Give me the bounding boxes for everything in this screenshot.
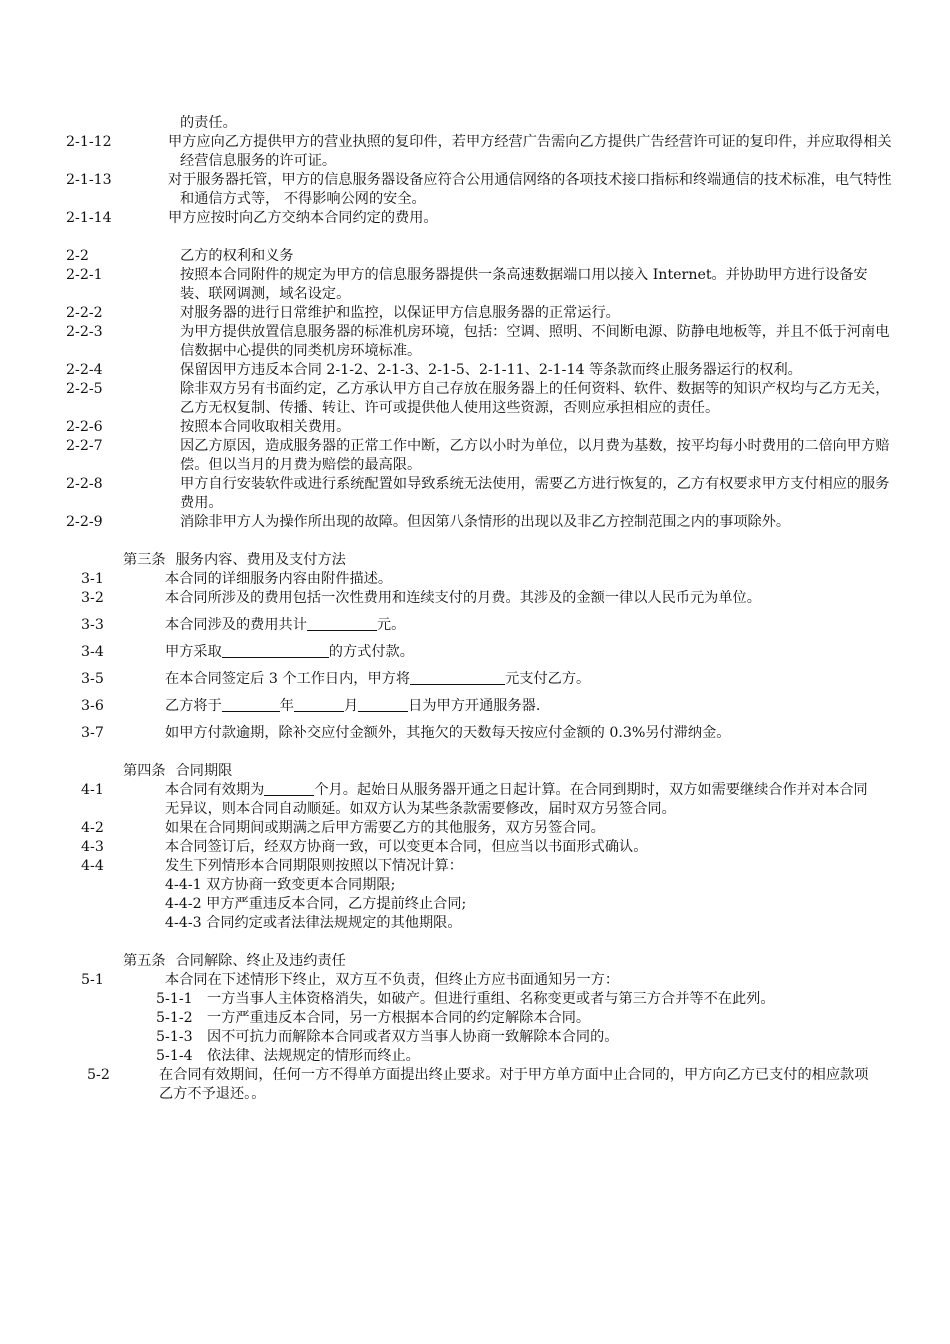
clause-text: 对服务器的进行日常维护和监控，以保证甲方信息服务器的正常运行。 <box>180 305 620 321</box>
clause-text: 如甲方付款逾期，除补交应付金额外，其拖欠的天数每天按应付金额的 0.3%另付滞纳金。 <box>165 725 731 741</box>
clause-5-1 <box>81 971 877 990</box>
clause-text: 甲方自行安装软件或进行系统配置如导致系统无法使用，需要乙方进行恢复的，乙方有权要求甲方支付相应的服务费用。 <box>180 476 890 511</box>
clause-number: 4-2 <box>81 820 104 836</box>
clause-text: 按照本合同附件的规定为甲方的信息服务器提供一条高速数据端口用以接入 Internet。并协助甲方进行设备安装、联网调测，域名设定。 <box>180 267 868 302</box>
clause-4-4-2: 4-4-2 甲方严重违反本合同，乙方提前终止合同; <box>165 896 467 912</box>
clause-number: 2-2-5 <box>66 381 103 397</box>
clause-number: 3-3 <box>81 617 104 633</box>
amount-blank[interactable] <box>307 616 377 631</box>
payment-method-blank[interactable] <box>222 643 329 658</box>
clause-text: 除非双方另有书面约定，乙方承认甲方自己存放在服务器上的任何资料、软件、数据等的知识产权均与乙方无关，乙方无权复制、传播、转让、许可或提供他人使用这些资源，否则应承担相应的责任。 <box>180 381 890 416</box>
clause-text: 乙方将于 年 月 日为甲方开通服务器. <box>165 698 541 714</box>
clause-text: 因不可抗力而解除本合同或者双方当事人协商一致解除本合同的。 <box>207 1029 619 1045</box>
clause-number: 3-1 <box>81 571 104 587</box>
clause-4-2 <box>81 819 877 838</box>
clause-2-2-5 <box>66 380 892 418</box>
clause-number: 2-2-1 <box>66 267 103 283</box>
clause-number: 5-1-4 <box>156 1048 193 1064</box>
year-blank[interactable] <box>222 697 280 712</box>
clause-3-2 <box>81 589 877 608</box>
clause-number: 2-2-2 <box>66 305 103 321</box>
payment-amount-blank[interactable] <box>410 670 505 685</box>
clause-text: 本合同所涉及的费用包括一次性费用和连续支付的月费。其涉及的金额一律以人民币元为单位。 <box>165 590 761 606</box>
clause-number: 4-4 <box>81 858 104 874</box>
clause-2-2-3 <box>66 323 892 361</box>
clause-3-7 <box>81 724 877 743</box>
article-number: 第三条 <box>123 552 166 568</box>
clause-number: 5-1 <box>81 972 104 988</box>
clause-3-5 <box>81 670 877 689</box>
clause-number: 3-4 <box>81 644 104 660</box>
clause-text: 依法律、法规规定的情形而终止。 <box>207 1048 420 1064</box>
clause-text: 甲方应向乙方提供甲方的营业执照的复印件，若甲方经营广告需向乙方提供广告经营许可证的复印件，并应取得相关经营信息服务的许可证。 <box>168 134 892 169</box>
clause-5-1-3 <box>123 1028 919 1047</box>
clause-text: 本合同涉及的费用共计 元。 <box>165 617 406 633</box>
clause-2-1-12 <box>66 133 892 171</box>
clause-4-4-3: 4-4-3 合同约定或者法律法规规定的其他期限。 <box>165 915 462 931</box>
clause-text: 如果在合同期间或期满之后甲方需要乙方的其他服务，双方另签合同。 <box>165 820 605 836</box>
clause-3-3 <box>81 616 877 635</box>
clause-number: 3-5 <box>81 671 104 687</box>
clause-2-2-9 <box>66 513 892 532</box>
clause-number: 2-1-14 <box>66 210 112 226</box>
article-title: 服务内容、费用及支付方法 <box>175 552 346 568</box>
clause-number: 4-1 <box>81 782 104 798</box>
section-number: 2-2 <box>66 248 89 264</box>
clause-5-1-1 <box>123 990 919 1009</box>
clause-2-2-7 <box>66 437 892 475</box>
clause-2-1-14 <box>66 209 892 228</box>
clause-text: 一方当事人主体资格消失，如破产。但进行重组、名称变更或者与第三方合并等不在此列。 <box>207 991 775 1007</box>
article-title: 合同解除、终止及违约责任 <box>175 953 346 969</box>
clause-text: 本合同有效期为 个月。起始日从服务器开通之日起计算。在合同到期时，双方如需要继续合作并对本合同无异议，则本合同自动顺延。如双方认为某些条款需要修改，届时双方另签合同。 <box>165 782 868 817</box>
clause-number: 3-7 <box>81 725 104 741</box>
month-blank[interactable] <box>294 697 344 712</box>
clause-number: 3-6 <box>81 698 104 714</box>
clause-2-2-4 <box>66 361 892 380</box>
clause-number: 2-2-6 <box>66 419 103 435</box>
article-5-heading <box>123 952 950 971</box>
clause-2-1-13 <box>66 171 892 209</box>
article-number: 第五条 <box>123 953 166 969</box>
clause-text: 对于服务器托管，甲方的信息服务器设备应符合公用通信网络的各项技术接口指标和终端通信的技术标准，电气特性和通信方式等， 不得影响公网的安全。 <box>168 172 892 207</box>
clause-3-4 <box>81 643 877 662</box>
clause-text: 甲方采取 的方式付款。 <box>165 644 414 660</box>
clause-4-1 <box>81 781 877 819</box>
clause-text: 本合同在下述情形下终止，双方互不负责，但终止方应书面通知另一方： <box>165 972 620 988</box>
clause-number: 3-2 <box>81 590 104 606</box>
clause-text: 在合同有效期间，任何一方不得单方面提出终止要求。对于甲方单方面中止合同的，甲方向乙方已支付的相应款项乙方不予退还。。 <box>159 1067 869 1102</box>
clause-number: 2-1-13 <box>66 172 112 188</box>
clause-number: 5-1-2 <box>156 1010 193 1026</box>
clause-2-2-8 <box>66 475 892 513</box>
clause-4-3 <box>81 838 877 857</box>
clause-2-2-6 <box>66 418 892 437</box>
clause-number: 5-1-3 <box>156 1029 193 1045</box>
clause-text: 甲方应按时向乙方交纳本合同约定的费用。 <box>168 210 438 226</box>
clause-text: 一方严重违反本合同，另一方根据本合同的约定解除本合同。 <box>207 1010 591 1026</box>
clause-number: 2-2-3 <box>66 324 103 340</box>
day-blank[interactable] <box>358 697 408 712</box>
article-number: 第四条 <box>123 763 166 779</box>
clause-5-1-4 <box>123 1047 919 1066</box>
clause-4-4 <box>81 857 877 876</box>
article-3-heading <box>123 551 950 570</box>
clause-text: 按照本合同收取相关费用。 <box>180 419 351 435</box>
clause-3-1 <box>81 570 877 589</box>
clause-4-4-1: 4-4-1 双方协商一致变更本合同期限; <box>165 877 396 893</box>
clause-number: 5-2 <box>87 1067 110 1083</box>
article-title: 合同期限 <box>175 763 233 779</box>
clause-number: 4-3 <box>81 839 104 855</box>
clause-number: 2-2-7 <box>66 438 103 454</box>
clause-2-2-2 <box>66 304 892 323</box>
clause-5-2 <box>87 1066 871 1104</box>
clause-number: 2-1-12 <box>66 134 112 150</box>
clause-number: 2-2-8 <box>66 476 103 492</box>
clause-text: 本合同签订后，经双方协商一致，可以变更本合同，但应当以书面形式确认。 <box>165 839 648 855</box>
clause-number: 5-1-1 <box>156 991 193 1007</box>
section-2-2-heading <box>66 247 892 266</box>
clause-text: 发生下列情形本合同期限则按照以下情况计算： <box>165 858 463 874</box>
clause-text: 为甲方提供放置信息服务器的标准机房环境，包括：空调、照明、不间断电源、防静电地板等，并且不低于河南电信数据中心提供的同类机房环境标准。 <box>180 324 890 359</box>
section-title: 乙方的权利和义务 <box>180 248 294 264</box>
clause-text: 因乙方原因，造成服务器的正常工作中断，乙方以小时为单位，以月费为基数，按平均每小时费用的二倍向甲方赔偿。但以当月的月费为赔偿的最高限。 <box>180 438 890 473</box>
clause-number: 2-2-9 <box>66 514 103 530</box>
clause-5-1-2 <box>123 1009 919 1028</box>
clause-3-6 <box>81 697 877 716</box>
clause-number: 2-2-4 <box>66 362 103 378</box>
article-4-heading <box>123 762 950 781</box>
clause-2-1-11-tail: 的责任。 <box>180 115 237 131</box>
clause-2-2-1 <box>66 266 892 304</box>
clause-text: 消除非甲方人为操作所出现的故障。但因第八条情形的出现以及非乙方控制范围之内的事项除外。 <box>180 514 791 530</box>
clause-text: 在本合同签定后 3 个工作日内，甲方将 元支付乙方。 <box>165 671 591 687</box>
term-months-blank[interactable] <box>264 781 314 796</box>
clause-text: 保留因甲方违反本合同 2-1-2、2-1-3、2-1-5、2-1-11、2-1-14 等条款而终止服务器运行的权利。 <box>180 362 802 378</box>
clause-text: 本合同的详细服务内容由附件描述。 <box>165 571 393 587</box>
